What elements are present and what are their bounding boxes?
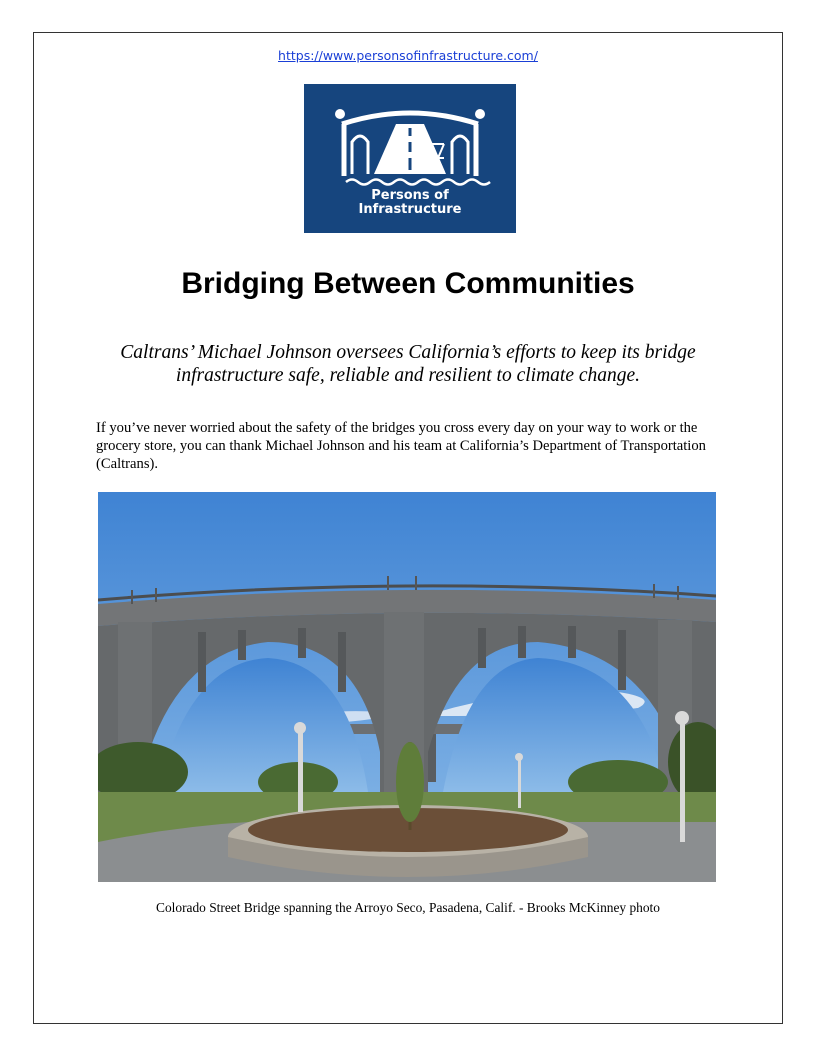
logo [304,84,516,233]
photo-caption: Colorado Street Bridge spanning the Arroyo Seco, Pasadena, Calif. - Brooks McKinney photo [156,900,660,915]
logo-text-line2: Infrastructure [358,202,462,217]
article-intro-paragraph: If you’ve never worried about the safety of the bridges you cross every day on your way to work or the grocery store, you can thank Michael Johnson and his team at California’s Department of Transportation (Caltrans). [96,420,706,472]
article-subtitle: Caltrans’ Michael Johnson oversees California’s efforts to keep its bridge infrastructure safe, reliable and resilient to climate change. [120,342,696,386]
logo-text-line1: Persons of [371,188,449,203]
bridge-photo [98,492,716,882]
article-title: Bridging Between Communities [181,267,635,300]
bridge-photo-illustration [98,492,716,882]
site-url-link[interactable]: https://www.personsofinfrastructure.com/ [278,48,538,63]
